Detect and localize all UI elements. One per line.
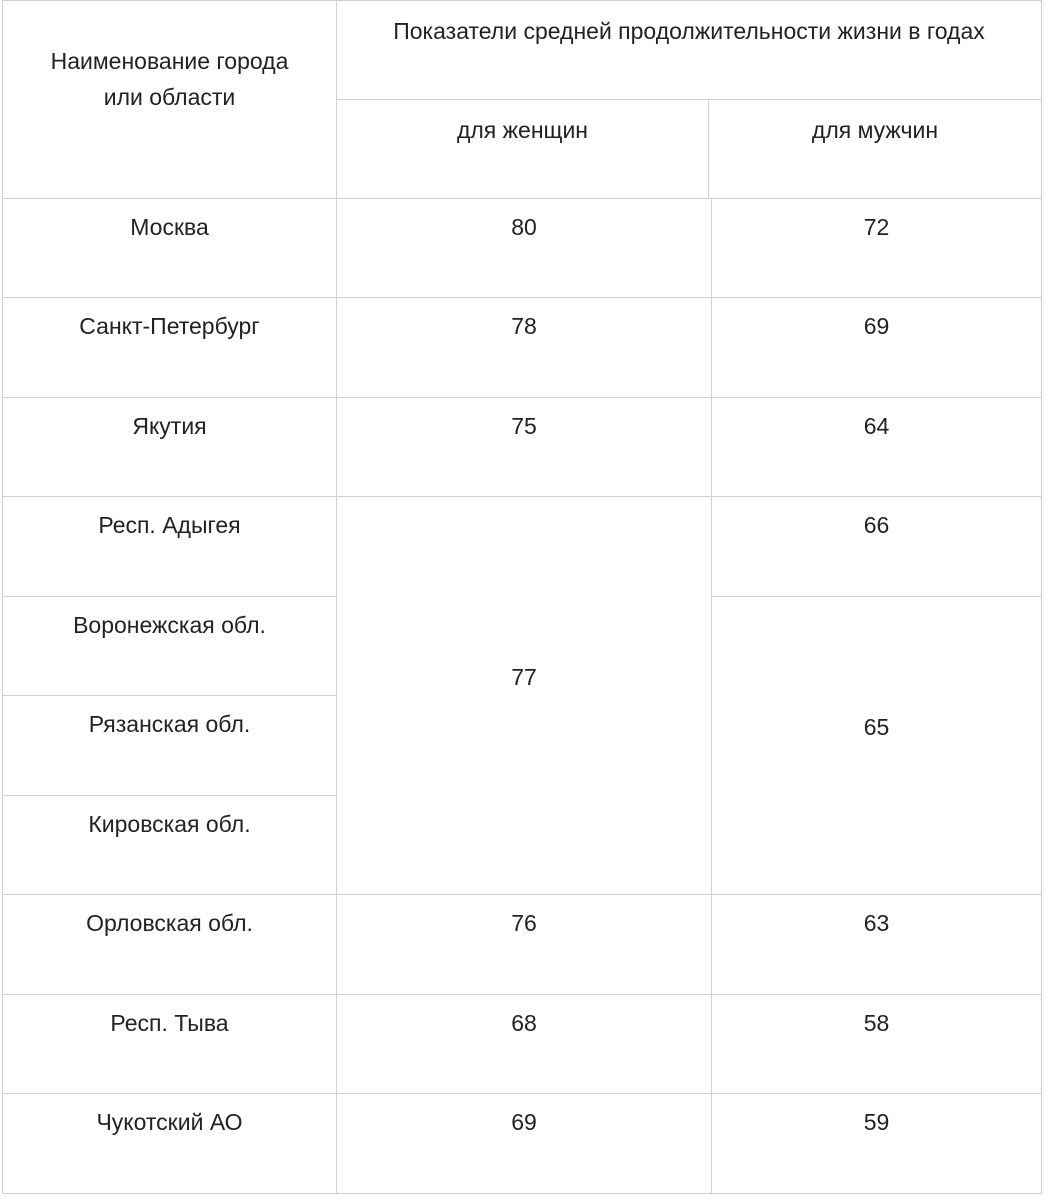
- row-women: 69: [337, 1094, 712, 1193]
- row-women: 68: [337, 995, 712, 1094]
- header-women: для женщин: [337, 100, 709, 199]
- row-women: 78: [337, 298, 712, 398]
- row-name: Респ. Тыва: [3, 995, 337, 1094]
- row-name: Воронежская обл.: [3, 597, 337, 696]
- row-name: Рязанская обл.: [3, 696, 337, 796]
- header-men: для мужчин: [709, 100, 1041, 199]
- row-women: 80: [337, 199, 712, 298]
- row-women-merged: 77: [337, 497, 712, 895]
- row-name: Якутия: [3, 398, 337, 497]
- row-name: Орловская обл.: [3, 895, 337, 995]
- row-men: 64: [712, 398, 1041, 497]
- row-men: 59: [863, 1109, 890, 1135]
- header-main: Показатели средней продолжительности жизни в годах: [337, 1, 1041, 100]
- life-expectancy-table: [2, 0, 1042, 1194]
- row-men-merged: 65: [712, 597, 1041, 895]
- header-name-column: [3, 1, 337, 199]
- row-name: Респ. Адыгея: [3, 497, 337, 597]
- header-name-line-2: или области: [103, 84, 236, 110]
- row-name: Кировская обл.: [3, 796, 337, 895]
- row-men: 69: [712, 298, 1041, 398]
- row-name: Чукотский АО: [3, 1094, 337, 1193]
- row-men: 72: [712, 199, 1041, 298]
- header-name-line-1: Наименование города: [50, 48, 289, 74]
- row-men: 66: [712, 497, 1041, 597]
- row-men: 58: [712, 995, 1041, 1094]
- row-women: 76: [337, 895, 712, 995]
- row-women: 75: [337, 398, 712, 497]
- row-name: Москва: [3, 199, 337, 298]
- row-name: Санкт-Петербург: [3, 298, 337, 398]
- row-men: 63: [712, 895, 1041, 995]
